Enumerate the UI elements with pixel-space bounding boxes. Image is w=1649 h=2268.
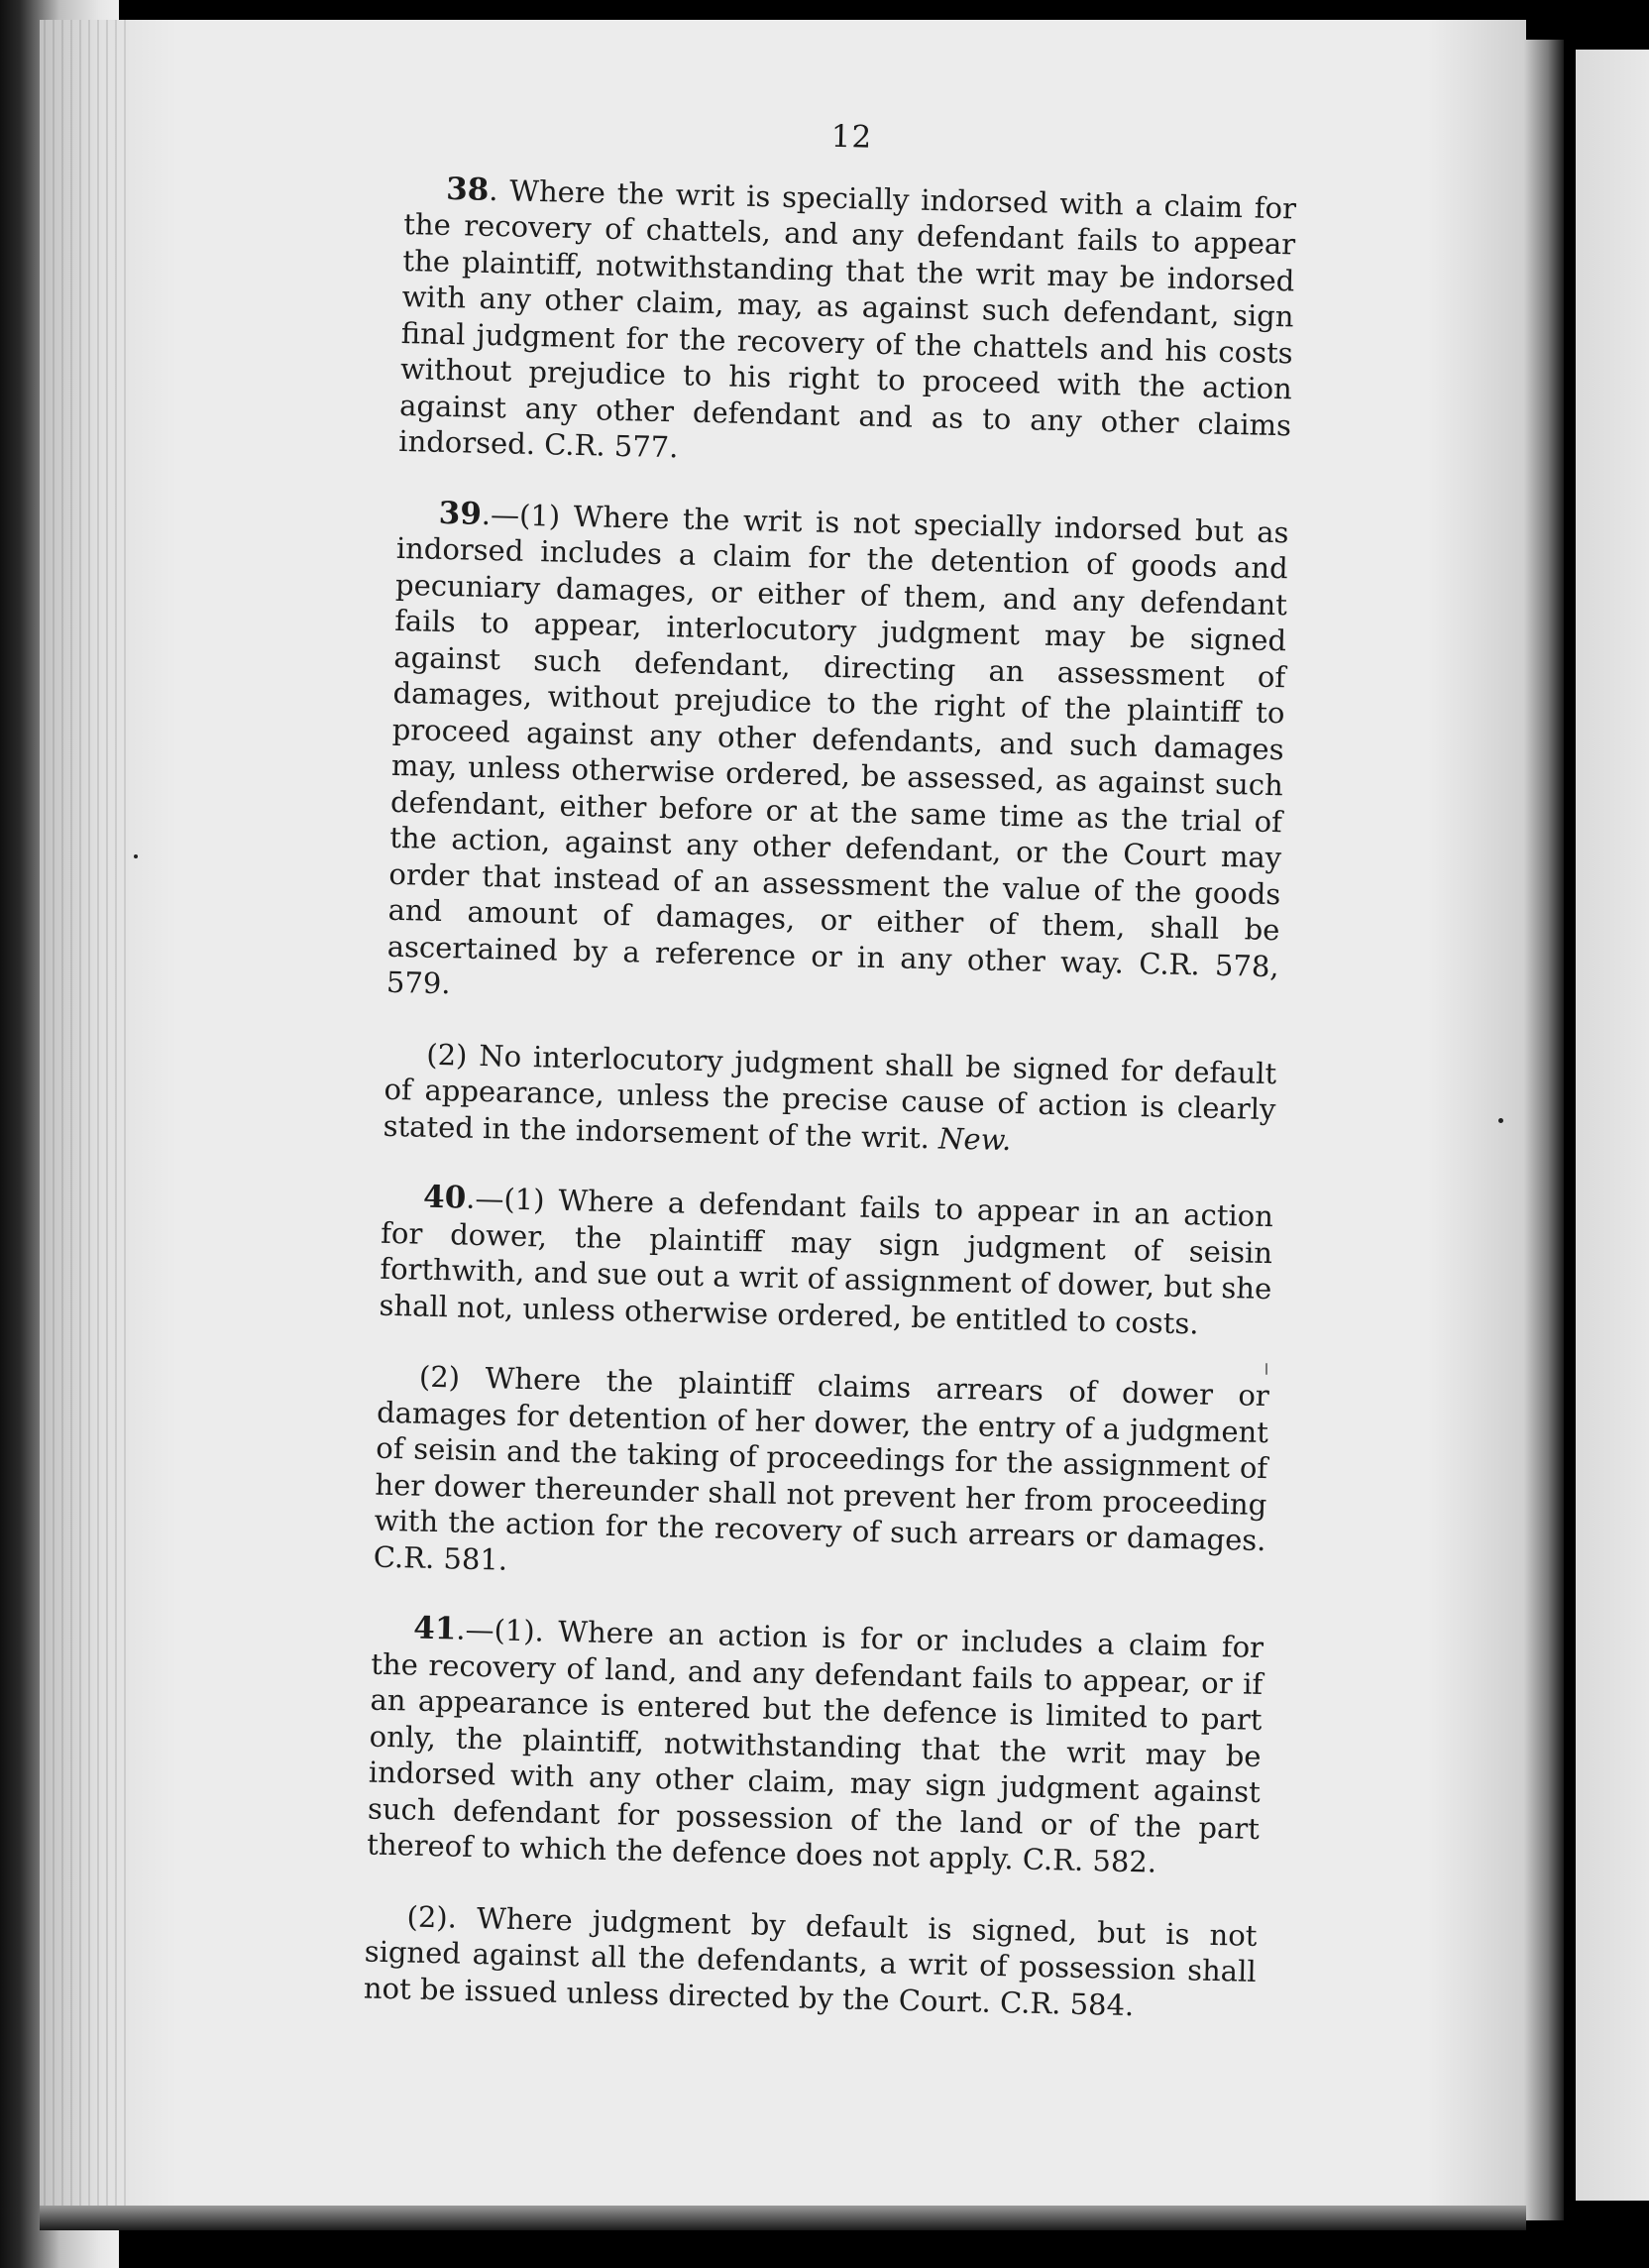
section-text: Where the plaintiff claims arrears of dower or damages for detention of her dower, the entry of a judgment of seisin and the taking of proceedings for the assignment of her dower thereunder shall not prevent her from proceeding with the action for the recovery of such arrears or damages. C.R. 581. xyxy=(373,1361,1270,1577)
section-41-2 xyxy=(364,1897,1258,2026)
subsection-number: (2) xyxy=(418,1359,486,1396)
section-heading: .—(1) xyxy=(465,1181,559,1217)
source-note: New. xyxy=(937,1120,1012,1157)
section-heading: .—(1) xyxy=(481,497,575,533)
section-text: No interlocutory judgment shall be signed for default of appearance, unless the precise cause of action is clearly stated in the indorsement of the writ. xyxy=(383,1038,1277,1155)
section-39-2 xyxy=(383,1035,1276,1164)
dust-speck xyxy=(1498,1118,1503,1123)
section-heading: .—(1). xyxy=(455,1612,559,1648)
section-41-1 xyxy=(367,1610,1264,1883)
section-text: Where a defendant fails to appear in an action for dower, the plaintiff may sign judgment of seisin forthwith, and sue out a writ of assignment of dower, but she shall not, unless otherwise ordered, be entitled to costs. xyxy=(379,1183,1274,1340)
section-text: Where the writ is specially indorsed with a claim for the recovery of chattels, and any defendant fails to appear the plaintiff, notwithstanding that the writ may be indorsed with any other claim, may, as against such defendant, sign final judgment for the recovery of the chattels and his costs without prejudice to his right to proceed with the action against any other defendant and as to any other claims indorsed. C.R. 577. xyxy=(398,172,1297,465)
section-39-1 xyxy=(386,494,1289,1020)
page-fold-shadow xyxy=(1524,40,1564,2220)
section-number: 41 xyxy=(412,1610,457,1647)
page-text xyxy=(364,109,1298,2026)
section-38 xyxy=(398,170,1296,479)
subsection-number: (2) xyxy=(425,1037,480,1073)
adjacent-page-strip xyxy=(1576,50,1649,2201)
page-stack-lines xyxy=(44,20,133,2225)
section-number: 38 xyxy=(445,170,490,208)
section-number: 39 xyxy=(438,495,483,532)
page-number: 12 xyxy=(830,118,873,156)
dust-speck xyxy=(134,854,138,858)
section-number: 40 xyxy=(422,1179,467,1216)
section-text: Where judgment by default is signed, but is not signed against all the defendants, a writ of possession shall not be issued unless directed by the Court. C.R. 584. xyxy=(363,1900,1258,2022)
page-bottom-shadow xyxy=(40,2206,1526,2230)
section-heading: . xyxy=(488,172,510,207)
section-text: Where the writ is not specially indorsed but as indorsed includes a claim for the detention of goods and pecuniary damages, or either of them, and any defendant fails to appear, interlocutory judgment may be signed against such defendant, directing an assessment of damages, without prejudice to the right of the plaintiff to proceed against any other defendants, and such damages may, unless otherwise ordered, be assessed, as against such defendant, either before or at the same time as the trial of the action, against any other defendant, or the Court may order that instead of an assessment the value of the goods and amount of damages, or either of them, shall be ascertained by a reference or in any other way. C.R. 578, 579. xyxy=(385,499,1289,1001)
subsection-number: (2). xyxy=(406,1898,478,1935)
section-40-2 xyxy=(373,1358,1269,1595)
section-text: Where an action is for or includes a claim for the recovery of land, and any defendant fails to appear, or if an appearance is entered but the defence is limited to part only, the plaintiff, notwithstanding that the writ may be indorsed with any other claim, may sign judgment against such defendant for possession of the land or of the part thereof to which the defence does not apply. C.R. 582. xyxy=(366,1614,1264,1879)
section-40-1 xyxy=(379,1179,1273,1343)
